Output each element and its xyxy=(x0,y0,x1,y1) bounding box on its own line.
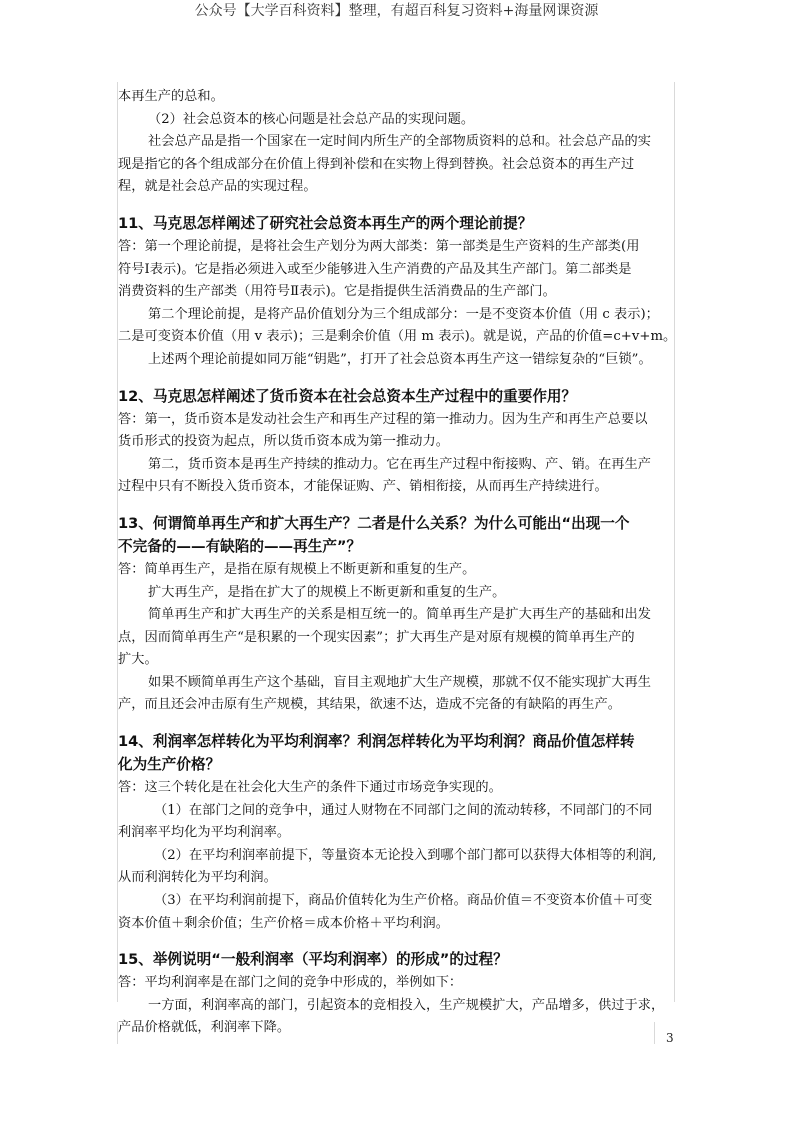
paragraph-line: 程，就是社会总产品的实现过程。 xyxy=(118,179,317,195)
answer-line: 资本价值＋剩余价值；生产价格＝成本价格＋平均利润。 xyxy=(118,915,449,931)
answer-line: 答：第一，货币资本是发动社会生产和再生产过程的第一推动力。因为生产和再生产总要以 xyxy=(118,411,648,427)
question-14-heading-cont: 化为生产价格？ xyxy=(118,756,221,774)
answer-line: 扩大再生产，是指在扩大了的规模上不断更新和重复的生产。 xyxy=(148,584,506,600)
answer-line: 如果不顾简单再生产这个基础，盲目主观地扩大生产规模，那就不仅不能实现扩大再生 xyxy=(148,674,652,690)
page-header: 公众号【大学百科资料】整理，有超百科复习资料+海量网课资源 xyxy=(194,3,599,19)
answer-line: 产，而且还会冲击原有生产规模，其结果，欲速不达，造成不完备的有缺陷的再生产。 xyxy=(118,697,622,713)
paragraph-line: 本再生产的总和。 xyxy=(118,89,224,104)
answer-line: 简单再生产和扩大再生产的关系是相互统一的。简单再生产是扩大再生产的基础和出发 xyxy=(148,607,652,623)
answer-line: （3）在平均利润前提下，商品价值转化为生产价格。商品价值＝不变资本价值＋可变 xyxy=(154,893,653,909)
question-14-heading: 14、利润率怎样转化为平均利润率？利润怎样转化为平均利润？商品价值怎样转 xyxy=(118,733,635,751)
answer-line: 第二个理论前提，是将产品价值划分为三个组成部分：一是不变资本价值（用 c 表示)； xyxy=(148,306,659,322)
answer-line: 答：这三个转化是在社会化大生产的条件下通过市场竞争实现的。 xyxy=(118,780,502,796)
answer-line: 点，因而简单再生产“是积累的一个现实因素”；扩大再生产是对原有规模的简单再生产的 xyxy=(118,629,635,645)
answer-line: 产品价格就低，利润率下降。 xyxy=(118,1020,291,1036)
answer-line: 一方面，利润率高的部门，引起资本的竞相投入，生产规模扩大，产品增多，供过于求， xyxy=(148,997,665,1013)
question-15-section xyxy=(118,948,684,1040)
question-14-section xyxy=(118,730,684,935)
question-13-heading: 13、何谓简单再生产和扩大再生产？二者是什么关系？为什么可能出“出现一个 xyxy=(118,514,630,532)
question-12-heading: 12、马克思怎样阐述了货币资本在社会总资本生产过程中的重要作用？ xyxy=(118,387,577,405)
answer-line: （2）在平均利润率前提下，等量资本无论投入到哪个部门都可以获得大体相等的利润, xyxy=(154,847,657,863)
paragraph-line: 现是指它的各个组成部分在价值上得到补偿和在实物上得到替换。社会总资本的再生产过 xyxy=(118,156,635,172)
page-number: 3 xyxy=(666,1031,674,1045)
question-13-heading-cont: 不完备的——有缺陷的——再生产”？ xyxy=(118,537,362,555)
answer-line: 货币形式的投资为起点，所以货币资本成为第一推动力。 xyxy=(118,434,449,450)
intro-section xyxy=(118,86,684,199)
answer-line: 利润率平均化为平均利润率。 xyxy=(118,825,291,841)
answer-line: 扩大。 xyxy=(118,652,158,668)
question-11-section xyxy=(118,212,684,372)
answer-line: 上述两个理论前提如同万能“钥匙”，打开了社会总资本再生产这一错综复杂的“巨锁”。 xyxy=(148,351,652,367)
question-11-heading: 11、马克思怎样阐述了研究社会总资本再生产的两个理论前提？ xyxy=(118,214,533,232)
question-12-section xyxy=(118,385,684,499)
answer-line: 第二，货币资本是再生产持续的推动力。它在再生产过程中衔接购、产、销。在再生产 xyxy=(148,456,652,472)
paragraph-line: 社会总产品是指一个国家在一定时间内所生产的全部物质资料的总和。社会总产品的实 xyxy=(148,134,652,150)
answer-line: 过程中只有不断投入货币资本，才能保证购、产、销相衔接，从而再生产持续进行。 xyxy=(118,479,608,495)
answer-line: 消费资料的生产部类（用符号Ⅱ表示)。它是指提供生活消费品的生产部门。 xyxy=(118,284,556,300)
answer-line: （1）在部门之间的竞争中，通过人财物在不同部门之间的流动转移，不同部门的不同 xyxy=(154,802,653,818)
question-15-heading: 15、举例说明“一般利润率（平均利润率）的形成”的过程？ xyxy=(118,951,508,969)
paragraph-line: （2）社会总资本的核心问题是社会总产品的实现问题。 xyxy=(148,111,475,127)
answer-line: 从而利润转化为平均利润。 xyxy=(118,870,277,886)
answer-line: 答：简单再生产，是指在原有规模上不断更新和重复的生产。 xyxy=(118,561,476,577)
answer-line: 符号Ⅰ表示)。它是指必须进入或至少能够进入生产消费的产品及其生产部门。第二部类是 xyxy=(118,261,632,277)
answer-line: 二是可变资本价值（用 v 表示)；三是剩余价值（用 m 表示)。就是说，产品的价值=c+v+m。 xyxy=(118,329,677,345)
answer-line: 答：平均利润率是在部门之间的竞争中形成的，举例如下： xyxy=(118,975,463,991)
question-13-section xyxy=(118,512,684,717)
answer-line: 答：第一个理论前提，是将社会生产划分为两大部类：第一部类是生产资料的生产部类(用 xyxy=(118,238,640,254)
document-body xyxy=(118,86,684,1040)
